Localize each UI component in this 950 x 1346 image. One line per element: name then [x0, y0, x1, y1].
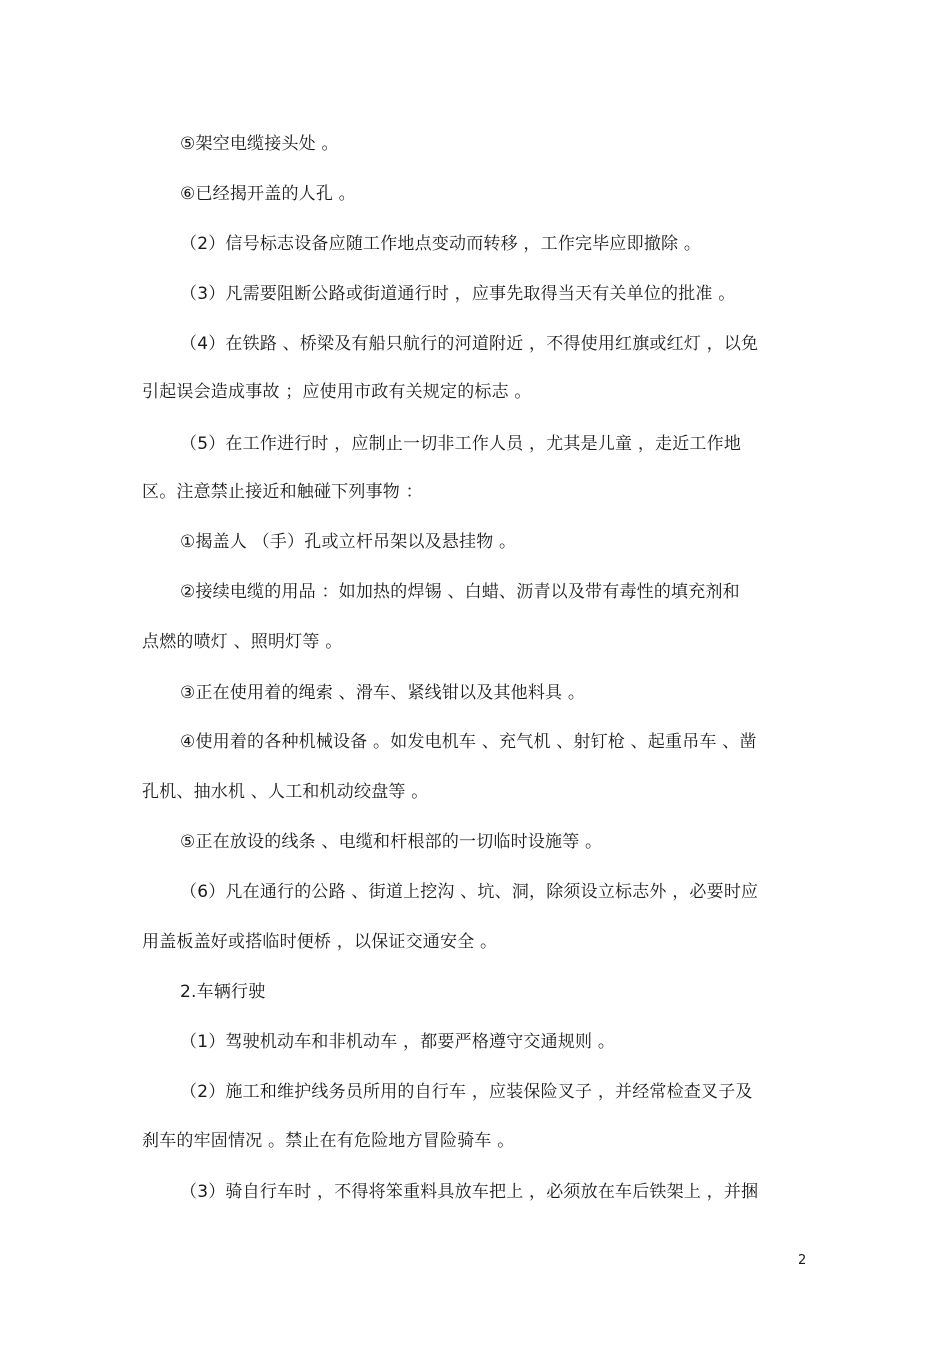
text-line: ⑤架空电缆接头处 。 [180, 134, 339, 154]
page-number: 2 [798, 1253, 807, 1268]
text-line: 孔机、抽水机 、人工和机动绞盘等 。 [142, 782, 429, 802]
text-line: 刹车的牢固情况 。禁止在有危险地方冒险骑车 。 [142, 1131, 515, 1151]
text-line: ⑤正在放设的线条 、电缆和杆根部的一切临时设施等 。 [180, 832, 603, 852]
text-line: ②接续电缆的用品 ：如加热的焊锡 、白蜡、沥青以及带有毒性的填充剂和 [180, 582, 740, 602]
text-line: 用盖板盖好或搭临时便桥 ，以保证交通安全 。 [142, 932, 498, 952]
text-line: （4）在铁路 、桥梁及有船只航行的河道附近 ，不得使用红旗或红灯 ，以免 [180, 334, 759, 354]
text-line: （1）驾驶机动车和非机动车 ，都要严格遵守交通规则 。 [180, 1032, 616, 1052]
text-line: （3）骑自行车时 ，不得将笨重料具放车把上 ，必须放在车后铁架上 ，并捆 [180, 1182, 759, 1202]
text-line: 区。注意禁止接近和触碰下列事物 ： [142, 482, 423, 502]
text-line: 引起误会造成事故 ；应使用市政有关规定的标志 。 [142, 382, 532, 402]
text-line: （6）凡在通行的公路 、街道上挖沟 、坑、洞，除须设立标志外 ，必要时应 [180, 882, 759, 902]
text-line: （2）施工和维护线务员所用的自行车 ，应装保险叉子 ，并经常检查叉子及 [180, 1082, 753, 1102]
text-line: ⑥已经揭开盖的人孔 。 [180, 184, 356, 204]
text-line: ④使用着的各种机械设备 。如发电机车 、充气机 、射钉枪 、起重吊车 、凿 [180, 732, 757, 752]
text-line: ③正在使用着的绳索 、滑车、紧线钳以及其他料具 。 [180, 683, 586, 703]
text-line: ①揭盖人 （手）孔或立杆吊架以及悬挂物 。 [180, 532, 517, 552]
section-heading: 2.车辆行驶 [180, 982, 266, 1002]
text-line: （2）信号标志设备应随工作地点变动而转移 ，工作完毕应即撤除 。 [180, 234, 702, 254]
text-line: （5）在工作进行时 ，应制止一切非工作人员 ，尤其是儿童 ，走近工作地 [180, 434, 742, 454]
text-line: （3）凡需要阻断公路或街道通行时 ，应事先取得当天有关单位的批准 。 [180, 284, 736, 304]
text-line: 点燃的喷灯 、照明灯等 。 [142, 632, 343, 652]
